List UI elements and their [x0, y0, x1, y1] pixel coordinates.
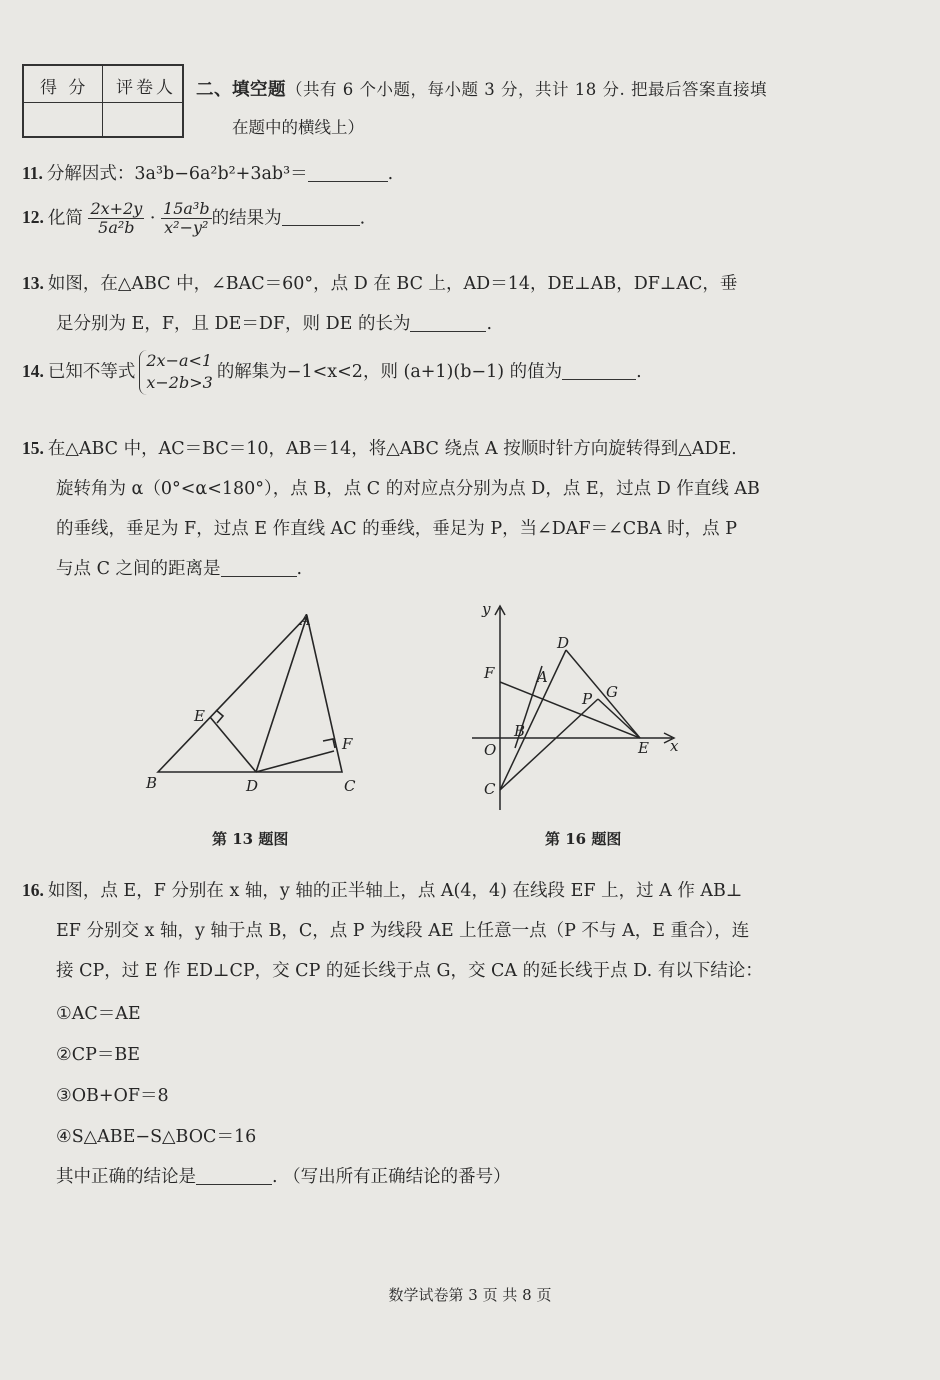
question-number: 14.: [22, 360, 44, 381]
multiply-dot: ·: [149, 208, 156, 229]
question-text: 如图，点 E，F 分别在 x 轴，y 轴的正半轴上，点 A(4，4) 在线段 EF 上，过 A 作 AB⊥: [47, 881, 743, 901]
label-f: F: [342, 735, 353, 753]
question-15-line3: 的垂线，垂足为 F，过点 E 作直线 AC 的垂线，垂足为 P，当∠DAF＝∠CBA 时，点 P: [56, 519, 738, 539]
label-d: D: [557, 634, 570, 652]
question-text: 在△ABC 中，AC＝BC＝10，AB＝14，将△ABC 绕点 A 按顺时针方向旋转得到△ADE.: [47, 439, 737, 459]
question-16-line2: EF 分别交 x 轴，y 轴于点 B，C，点 P 为线段 AE 上任意一点（P 不与 A，E 重合），连: [56, 921, 750, 941]
score-header: 得 分: [40, 78, 89, 98]
label-c: C: [484, 780, 496, 798]
question-number: 16.: [22, 880, 44, 900]
table-divider: [102, 66, 103, 136]
label-b: B: [514, 722, 526, 740]
question-number: 11.: [22, 163, 43, 183]
inequality-system: [139, 350, 212, 395]
label-x: x: [670, 737, 679, 755]
label-o: O: [484, 741, 497, 759]
punctuation: .: [296, 559, 303, 579]
question-16-line3: 接 CP，过 E 作 ED⊥CP，交 CP 的延长线于点 G，交 CA 的延长线于点 D. 有以下结论：: [56, 961, 763, 981]
conclusion-1: ①AC＝AE: [56, 1004, 141, 1024]
question-text: 的解集为−1<x<2，则 (a+1)(b−1) 的值为: [216, 361, 563, 382]
conclusion-4: ④S△ABE−S△BOC＝16: [56, 1127, 257, 1147]
label-e: E: [194, 707, 205, 725]
question-number: 15.: [22, 438, 44, 458]
label-b: B: [146, 774, 158, 792]
label-g: G: [606, 683, 618, 701]
question-text: 化简: [47, 208, 83, 229]
section-title: 二、填空题: [196, 80, 286, 100]
question-16-line1: [22, 877, 742, 902]
question-text: 与点 C 之间的距离是: [56, 559, 221, 579]
question-number: 13.: [22, 273, 44, 293]
right-angle-mark-e: [216, 710, 223, 723]
right-angle-mark-f: [323, 739, 335, 748]
answer-blank[interactable]: [562, 361, 636, 380]
question-text: 其中正确的结论是: [56, 1167, 196, 1187]
label-p: P: [582, 690, 593, 708]
question-number: 12.: [22, 207, 44, 228]
figure-13: [140, 605, 370, 805]
question-16-ask: [56, 1163, 511, 1188]
answer-blank[interactable]: [196, 1166, 272, 1185]
punctuation: .: [359, 208, 366, 229]
punctuation: .: [387, 164, 394, 184]
punctuation: .: [486, 314, 493, 334]
page-footer: 数学试卷第 3 页 共 8 页: [388, 1286, 552, 1304]
label-c: C: [344, 777, 356, 795]
question-15-line2: 旋转角为 α（0°<α<180°），点 B，点 C 的对应点分别为点 D，点 E，过点 D 作直线 AB: [56, 479, 760, 499]
question-15-line4: [56, 555, 302, 580]
answer-blank[interactable]: [282, 207, 360, 226]
segment-de: [210, 717, 256, 772]
label-a: A: [300, 611, 311, 629]
segment-ge: [598, 699, 640, 738]
answer-blank[interactable]: [221, 558, 297, 577]
label-d: D: [246, 777, 259, 795]
question-text: 已知不等式: [47, 361, 136, 382]
figure-13-caption: 第 13 题图: [212, 830, 289, 848]
figure-16-caption: 第 16 题图: [545, 830, 622, 848]
segment-ad: [256, 616, 307, 772]
conclusion-3: ③OB+OF＝8: [56, 1086, 169, 1106]
segment-cd: [500, 650, 566, 790]
label-e: E: [638, 739, 649, 757]
segment-de: [566, 650, 640, 738]
question-11: [22, 160, 393, 185]
question-text: 分解因式：3a³b−6a²b²+3ab³＝: [46, 164, 308, 184]
table-divider: [24, 102, 182, 103]
question-13-line2: [56, 310, 492, 335]
label-y: y: [482, 600, 491, 618]
question-12: [22, 200, 365, 238]
section-note-line2: 在题中的横线上）: [232, 118, 364, 137]
question-15-line1: [22, 435, 737, 460]
fraction-numerator: 15a³b: [163, 199, 210, 218]
question-13-line1: [22, 270, 737, 295]
question-14: [22, 350, 642, 395]
punctuation: .: [636, 361, 642, 382]
question-text: 的结果为: [211, 208, 282, 229]
fraction-numerator: 2x+2y: [90, 199, 143, 218]
fraction-denominator: 5a²b: [98, 218, 135, 238]
triangle-abc: [158, 616, 342, 772]
segment-df: [256, 751, 334, 772]
figure-16: [460, 598, 700, 813]
section-heading: [196, 76, 767, 101]
fraction-1: [88, 200, 144, 238]
question-text: 如图，在△ABC 中，∠BAC＝60°，点 D 在 BC 上，AD＝14，DE⊥AB，DF⊥AC，垂: [47, 274, 738, 294]
label-a: A: [537, 668, 548, 686]
inequality-1: 2x−a<1: [146, 351, 213, 370]
label-f: F: [484, 664, 495, 682]
section-note: （共有 6 个小题，每小题 3 分，共计 18 分. 把最后答案直接填: [286, 80, 767, 99]
grader-header: 评卷人: [116, 78, 176, 98]
fraction-2: [161, 200, 212, 238]
conclusion-2: ②CP＝BE: [56, 1045, 140, 1065]
segment-cg: [500, 699, 598, 790]
score-table: [22, 64, 184, 138]
fraction-denominator: x²−y²: [164, 218, 209, 238]
question-text: 足分别为 E，F，且 DE＝DF，则 DE 的长为: [56, 314, 411, 334]
question-text: . （写出所有正确结论的番号）: [272, 1167, 511, 1187]
answer-blank[interactable]: [410, 313, 486, 332]
inequality-2: x−2b>3: [146, 373, 213, 393]
answer-blank[interactable]: [308, 163, 388, 182]
